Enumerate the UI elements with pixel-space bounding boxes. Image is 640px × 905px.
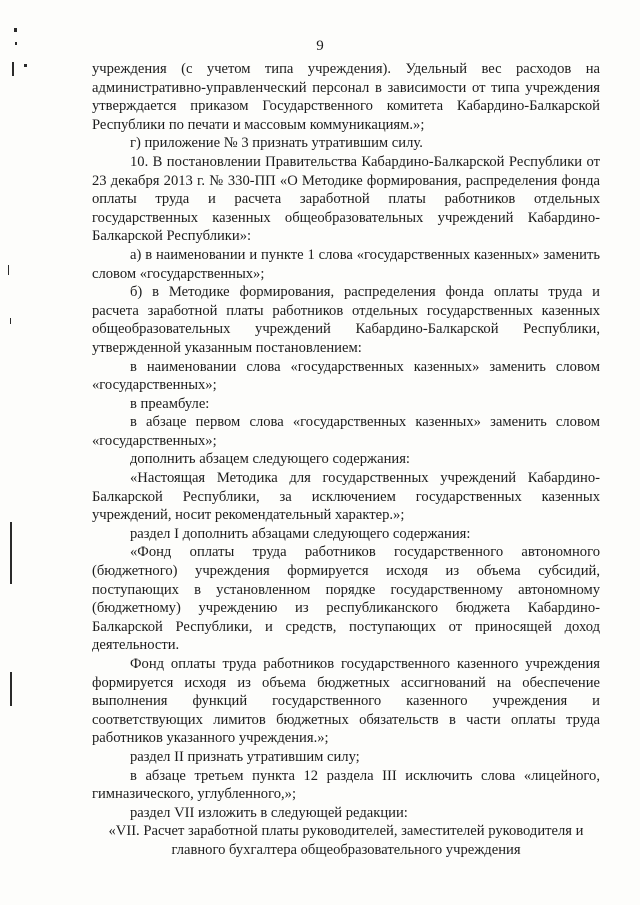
scan-mark xyxy=(14,28,17,32)
scan-mark xyxy=(10,318,11,324)
scan-mark xyxy=(15,42,17,45)
scan-mark xyxy=(10,522,12,584)
paragraph-15: в абзаце третьем пункта 12 раздела III исключить слова «лицейного, гимназического, углубленного,»; xyxy=(92,767,600,803)
paragraph-7: в преамбуле: xyxy=(130,395,210,412)
paragraph-3: 10. В постановлении Правительства Кабардино-Балкарской Республики от 23 декабря 2013 г. № 330-ПП «О Методике формирования, распределения фонда оплаты труда и расчета заработной платы работников отдельных государственных казенных общеобразовательных учреждений Кабардино-Балкарской Республики»: xyxy=(92,153,600,245)
paragraph-1: учреждения (с учетом типа учреждения). Удельный вес расходов на административно-управленческий персонал в зависимости от типа учреждения утверждается приказом Государственного комитета Кабардино-Балкарской Республики по печати и массовым коммуникациям.»; xyxy=(92,61,600,133)
paragraph-10: «Настоящая Методика для государственных учреждений Кабардино-Балкарской Республики, за исключением государственных казенных учреждений, носит рекомендательный характер.»; xyxy=(92,470,600,524)
paragraph-13: Фонд оплаты труда работников государственного казенного учреждения формируется исходя из объема бюджетных ассигнований на обеспечение выполнения функций государственного казенного учреждения и соответствующих лимитов бюджетных обязательств в части оплаты труда работников указанного учреждения.»; xyxy=(92,656,600,747)
page-number: 9 xyxy=(316,38,324,54)
paragraph-12: «Фонд оплаты труда работников государственного автономного (бюджетного) учреждения формируется исходя из объема субсидий, поступающих в установленном порядке государственному автономному (бюджетному) учреждению из республиканского бюджета Кабардино-Балкарской Республики, и средств, поступающих от приносящей доход деятельности. xyxy=(92,544,600,654)
paragraph-6: в наименовании слова «государственных казенных» заменить словом «государственных»; xyxy=(92,358,600,394)
section-heading: «VII. Расчет заработной платы руководителей, заместителей руководителя и главного бухгалтера общеобразовательного учреждения xyxy=(108,823,584,858)
paragraph-14: раздел II признать утратившим силу; xyxy=(130,748,360,765)
paragraph-16: раздел VII изложить в следующей редакции: xyxy=(130,804,408,821)
scan-mark xyxy=(8,265,9,275)
paragraph-9: дополнить абзацем следующего содержания: xyxy=(130,451,410,468)
scan-mark xyxy=(10,672,12,706)
paragraph-4: а) в наименовании и пункте 1 слова «государственных казенных» заменить словом «государственных»; xyxy=(92,246,600,282)
document-body xyxy=(92,60,600,860)
paragraph-8: в абзаце первом слова «государственных казенных» заменить словом «государственных»; xyxy=(92,414,600,449)
paragraph-2: г) приложение № 3 признать утратившим силу. xyxy=(130,135,423,152)
scan-mark xyxy=(24,64,27,67)
scan-mark xyxy=(12,62,14,76)
paragraph-5: б) в Методике формирования, распределения фонда оплаты труда и расчета заработной платы работников отдельных государственных казенных общеобразовательных учреждений Кабардино-Балкарской Республики, утвержденной указанным постановлением: xyxy=(92,284,600,356)
paragraph-11: раздел I дополнить абзацами следующего содержания: xyxy=(130,525,471,542)
